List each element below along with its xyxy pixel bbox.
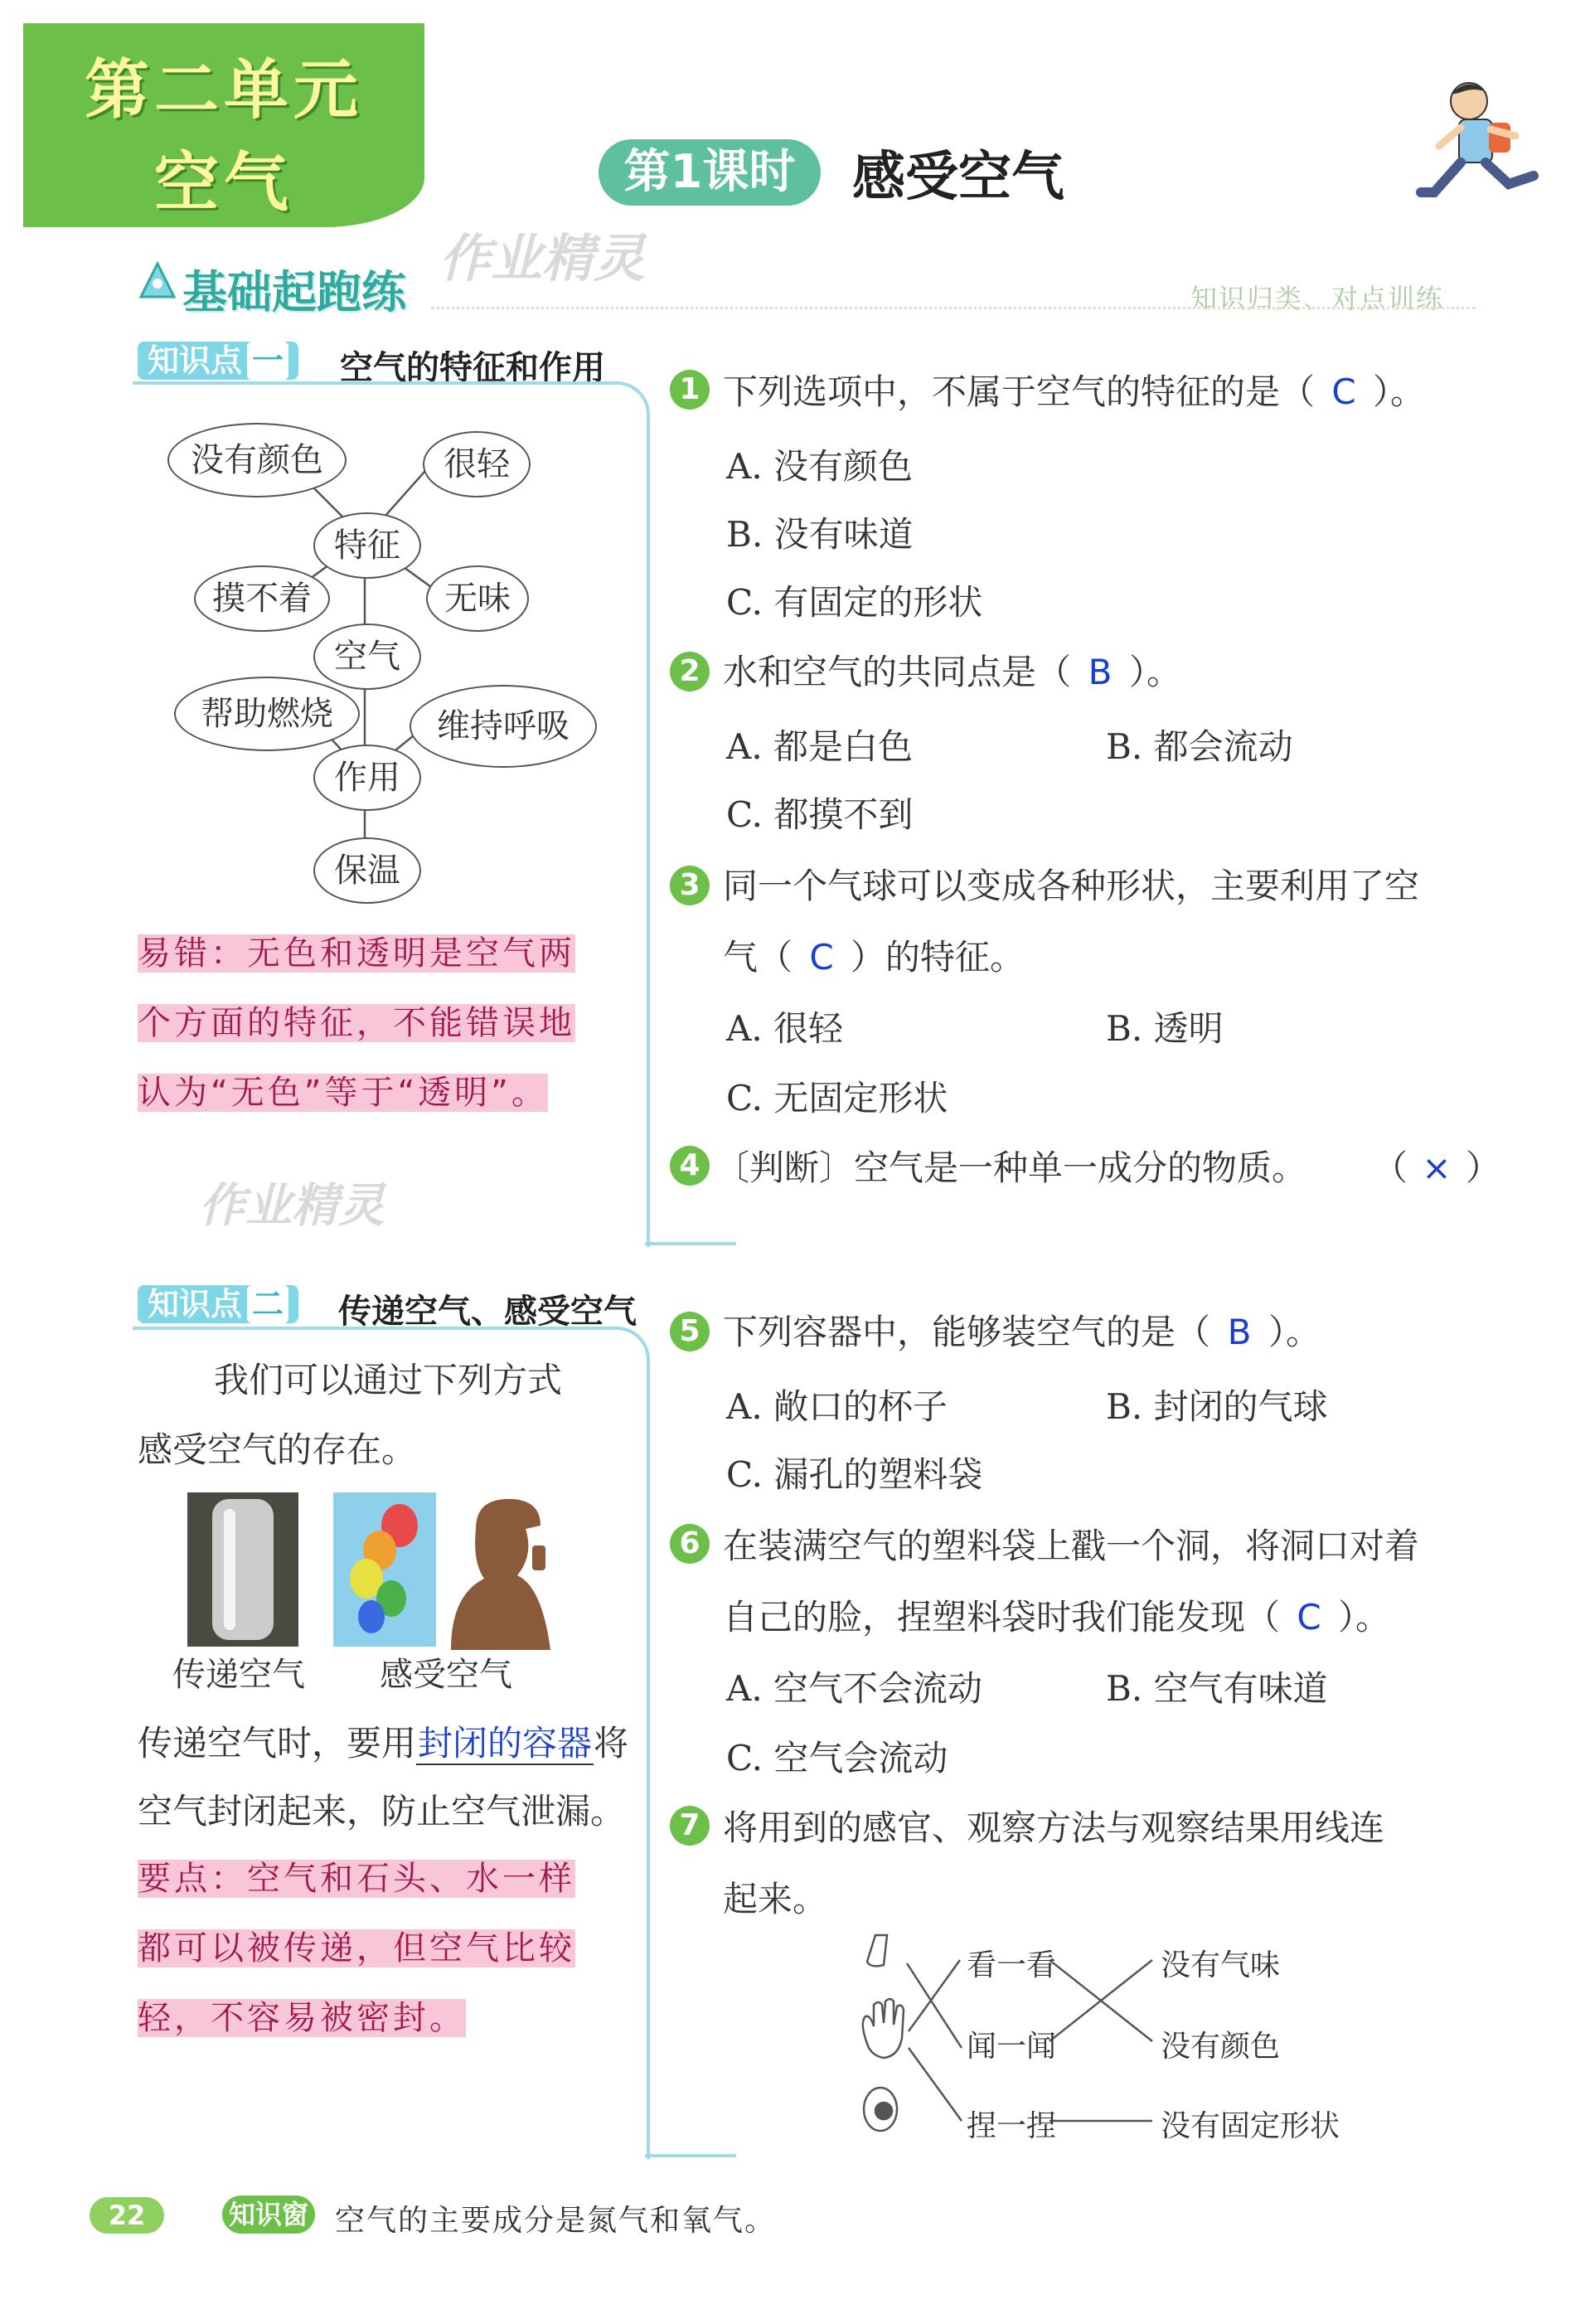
section-banner: 基础起跑练 [182, 266, 406, 318]
divider [431, 307, 1476, 309]
kp1-tag [138, 342, 298, 380]
kp1-frame-tail [645, 1242, 736, 1245]
kp2-tag-label: 知识点 [148, 1286, 243, 1322]
option: B. 空气有味道 [1106, 1668, 1328, 1709]
rocket-icon [133, 255, 182, 305]
option: B. 封闭的气球 [1106, 1386, 1328, 1427]
running-boy-illustration [1409, 76, 1558, 209]
unit-header [23, 23, 424, 227]
question-text: ）。 [1338, 1597, 1391, 1637]
kp2-body-suffix: 将 [594, 1723, 629, 1764]
kp2-frame-tail [645, 2154, 736, 2157]
answer-mark: C [1331, 371, 1356, 412]
option: C. 都摸不到 [726, 794, 914, 835]
mindmap-node-air: 空气 [313, 623, 421, 690]
kp2-body-prefix: 传递空气时，要用 [138, 1723, 417, 1764]
kp1-number: 一 [247, 342, 288, 380]
answer-mark: C [1297, 1597, 1321, 1637]
kp1-title: 空气的特征和作用 [340, 349, 605, 387]
kp2-note-line: 要点：空气和石头、水一样 [138, 1860, 575, 1898]
answer-mark: B [1088, 652, 1113, 692]
question-text: 自己的脸，捏塑料袋时我们能发现（ [723, 1597, 1281, 1637]
question-number: 3 [670, 866, 710, 905]
question-text: ）。 [1373, 371, 1426, 412]
paren: （ [1373, 1147, 1408, 1188]
method-squeeze: 捏一捏 [967, 2109, 1057, 2143]
method-look: 看一看 [967, 1948, 1057, 1982]
kp2-body-line2: 空气封闭起来，防止空气泄漏。 [138, 1791, 626, 1832]
page-number: 22 [90, 2197, 164, 2234]
option: B. 透明 [1106, 1008, 1224, 1049]
question-number: 5 [670, 1312, 710, 1351]
kp2-intro-line: 感受空气的存在。 [138, 1429, 417, 1470]
person-blowing-silhouette [443, 1496, 567, 1650]
question-text: 气（ [723, 937, 793, 978]
question-text: ）的特征。 [851, 937, 1025, 978]
mindmap-node-intangible: 摸不着 [194, 565, 330, 632]
option: A. 没有颜色 [726, 446, 914, 487]
question-3-line2 [723, 930, 1025, 980]
caption-transfer-air: 传递空气 [172, 1656, 305, 1694]
option: C. 空气会流动 [726, 1738, 948, 1778]
kp1-tag-label: 知识点 [148, 342, 243, 379]
answer-mark: × [1422, 1147, 1452, 1188]
kp2-note [138, 1844, 575, 2053]
option: C. 有固定的形状 [726, 582, 983, 623]
lesson-number-pill: 第1课时 [599, 139, 821, 206]
fill-blank-answer: 封闭的容器 [418, 1723, 593, 1764]
kp1-note-line: 认为“无色”等于“透明”。 [138, 1074, 548, 1112]
option: B. 没有味道 [726, 514, 914, 555]
kp1-note [138, 919, 575, 1128]
mindmap-node-feature: 特征 [313, 512, 421, 579]
caption-feel-air: 感受空气 [380, 1656, 512, 1694]
question-text: 下列容器中，能够装空气的是（ [723, 1312, 1211, 1352]
watermark: 作业精灵 [439, 228, 646, 289]
kp2-tag [138, 1285, 298, 1323]
mindmap-node-insulation: 保温 [313, 837, 421, 904]
question-6-line2 [723, 1590, 1390, 1640]
unit-name: 空气 [153, 146, 293, 221]
option: A. 都是白色 [726, 726, 914, 767]
watermark: 作业精灵 [199, 1179, 385, 1233]
method-smell: 闻一闻 [967, 2030, 1057, 2064]
option: A. 敞口的杯子 [726, 1386, 948, 1427]
kp1-note-line: 个方面的特征，不能错误地 [138, 1004, 575, 1042]
question-text: ）。 [1268, 1312, 1321, 1352]
result-no-smell: 没有气味 [1161, 1948, 1281, 1982]
paren: ） [1466, 1147, 1501, 1188]
question-2-text [723, 645, 1181, 695]
question-5-text [723, 1305, 1321, 1355]
mindmap-node-breathing: 维持呼吸 [410, 685, 597, 768]
question-6-line1: 在装满空气的塑料袋上戳一个洞，将洞口对着 [723, 1526, 1420, 1566]
mindmap-node-function: 作用 [313, 745, 421, 811]
answer-mark: C [809, 937, 834, 978]
option: C. 无固定形状 [726, 1078, 948, 1118]
knowledge-window-tag: 知识窗 [222, 2195, 315, 2234]
section-subtitle: 知识归类、对点训练 [1190, 283, 1445, 314]
question-number: 4 [670, 1146, 710, 1186]
answer-mark: B [1227, 1312, 1252, 1352]
question-text: 下列选项中，不属于空气的特征的是（ [723, 371, 1316, 412]
question-number: 2 [670, 652, 710, 691]
kp1-note-line: 易错：无色和透明是空气两 [138, 934, 575, 973]
question-4-paren [1373, 1141, 1500, 1191]
knowledge-window-text: 空气的主要成分是氮气和氧气。 [335, 2204, 777, 2238]
option: A. 很轻 [726, 1008, 844, 1049]
lesson-title: 感受空气 [852, 147, 1064, 208]
kp2-note-line: 都可以被传递，但空气比较 [138, 1929, 575, 1967]
option: B. 都会流动 [1106, 726, 1293, 767]
question-text: ）。 [1129, 652, 1182, 692]
result-no-color: 没有颜色 [1161, 2030, 1281, 2064]
balloons-photo [333, 1492, 436, 1647]
question-number: 1 [670, 370, 710, 410]
sealed-bag-photo [187, 1492, 298, 1647]
mindmap-node-combustion: 帮助燃烧 [174, 677, 360, 751]
question-1-text [723, 365, 1425, 415]
result-no-shape: 没有固定形状 [1161, 2109, 1340, 2143]
question-3-line1: 同一个气球可以变成各种形状，主要利用了空 [723, 866, 1420, 906]
question-7-line2: 起来。 [723, 1879, 828, 1919]
kp2-intro-line: 我们可以通过下列方式 [214, 1360, 563, 1400]
question-text: 水和空气的共同点是（ [723, 652, 1072, 692]
question-number: 6 [670, 1524, 710, 1564]
kp2-note-line: 轻，不容易被密封。 [138, 1999, 466, 2037]
kp2-title: 传递空气、感受空气 [338, 1293, 637, 1331]
mindmap-node-odorless: 无味 [426, 565, 529, 632]
question-7-line1: 将用到的感官、观察方法与观察结果用线连 [723, 1807, 1385, 1848]
mindmap-node-light: 很轻 [423, 431, 531, 497]
kp2-body-line1 [138, 1716, 628, 1766]
kp2-number: 二 [247, 1285, 288, 1323]
mindmap-node-no-color: 没有颜色 [167, 423, 347, 497]
option: A. 空气不会流动 [726, 1668, 983, 1709]
question-number: 7 [670, 1806, 710, 1846]
question-4-text: 〔判断〕空气是一种单一成分的物质。 [715, 1147, 1307, 1188]
option: C. 漏孔的塑料袋 [726, 1454, 983, 1495]
unit-number: 第二单元 [84, 53, 363, 128]
